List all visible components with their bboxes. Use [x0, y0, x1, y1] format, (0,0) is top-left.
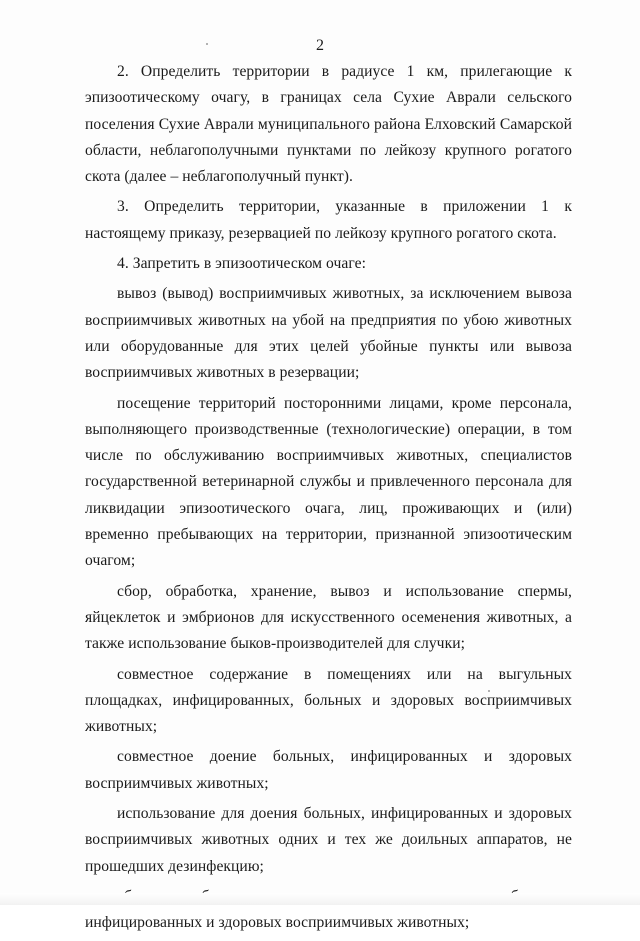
prohibition-shared-milking-equipment: использование для доения больных, инфицированных и здоровых восприимчивых животных одних и тех же доильных аппаратов, не прошедших дезинфекцию; — [85, 805, 572, 875]
paragraph-item-2: 2. Определить территории в радиусе 1 км, прилегающие к эпизоотическому очагу, в границах села Сухие Аврали сельского поселения Сухие Аврали муниципального района Елховский Самарской области, неблагополучными пунктами по лейкозу крупного рогатого скота (далее – неблагополучный пункт). — [85, 63, 572, 186]
scan-bottom-edge — [0, 893, 640, 905]
prohibition-visits: посещение территорий посторонними лицами, кроме персонала, выполняющего производственные (технологические) операции, в том числе по обслуживанию восприимчивых животных, специалистов государственной ветеринарной службы и привлеченного персонала для ликвидации эпизоотического очага, лиц, проживающих и (или) временно пребывающих на территории, признанной эпизоотическим очагом; — [85, 394, 572, 570]
paragraph-item-4-heading: 4. Запретить в эпизоотическом очаге: — [117, 255, 366, 273]
page-number: 2 — [316, 37, 324, 54]
prohibition-removal: вывоз (вывод) восприимчивых животных, за исключением вывоза восприимчивых животных на убой на предприятия по убою животных или оборудованные для этих целей убойные пункты или вывоза восприимчивых животных в резервации; — [85, 285, 572, 382]
document-body — [85, 59, 572, 941]
scan-speck — [206, 43, 208, 45]
prohibition-semen-collection: сбор, обработка, хранение, вывоз и использование спермы, яйцеклеток и эмбрионов для искусственного осеменения животных, а также использование быков-производителей для случки; — [85, 582, 572, 653]
prohibition-joint-milking: совместное доение больных, инфицированных и здоровых восприимчивых животных; — [85, 748, 572, 792]
prohibition-joint-keeping: совместное содержание в помещениях или на выгульных площадках, инфицированных, больных и здоровых восприимчивых животных; — [85, 665, 572, 736]
paragraph-item-3: 3. Определить территории, указанные в приложении 1 к настоящему приказу, резервацией по лейкозу крупного рогатого скота. — [85, 198, 572, 242]
prohibition-common-milk-container: инфицированных и здоровых восприимчивых животных; — [85, 914, 470, 932]
